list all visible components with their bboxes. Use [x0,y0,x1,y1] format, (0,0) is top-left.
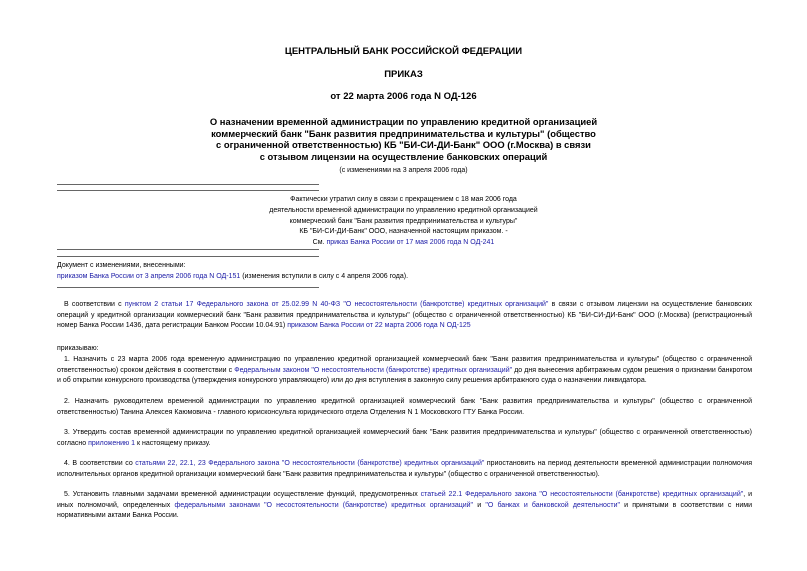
item-5-link-article[interactable]: статьей 22.1 Федерального закона "О несостоятельности (банкротстве) кредитных организаций" [420,491,744,498]
revision-note: (с изменениями на 3 апреля 2006 года) [339,167,468,174]
item-text: и [473,501,486,509]
divider [57,249,319,250]
changes-label: Документ с изменениями, внесенными: [57,262,186,269]
see-line [0,238,807,249]
title-line: с ограниченной ответственностью) КБ "БИ-СИ-ДИ-Банк" ООО (г.Москва) в связи [216,139,591,151]
divider [57,287,319,288]
preamble-text: в связи с отзывом лицензии на осуществление банковских операций у кредитной организации коммерческий банк "Банк развития предпринимательства и культуры" (общество с ограниченной ответственностью) КБ "БИ-СИ-ДИ-Банк" ООО (г.Москва) (регистрационный номер Банка России 1436, дата регистрации Банком России 10.04.91) [57,301,752,329]
item-text: 1. Назначить с 23 марта 2006 года временную администрацию по управлению кредитной организацией коммерческий банк "Банк развития предпринимательства и культуры" (общество с ограниченной ответственностью) сроком действия в соответствии с [57,356,752,374]
see-prefix: См. [312,239,327,247]
item-text: 3. Утвердить состав временной администрации по управлению кредитной организацией коммерческий банк "Банк развития предпринимательства и культуры" (общество с ограниченной ответственностью) согласно [57,429,752,447]
preamble-link-law[interactable]: пунктом 2 статьи 17 Федерального закона от 25.02.99 N 40-ФЗ "О несостоятельности (банкротстве) кредитных организаций" [124,301,549,308]
item-4-link[interactable]: статьями 22, 22.1, 23 Федерального закона "О несостоятельности (банкротстве) кредитных организаций" [135,460,485,467]
item-2: 2. Назначить руководителем временной администрации по управлению кредитной организацией коммерческий банк "Банк развития предпринимательства и культуры" (общество с ограниченной ответственностью) Танина Алексея Каюмовича - главного юрисконсульта юридического отдела Отделения N 1 Московского ГТУ Банка России. [57,398,752,416]
order-word: приказываю: [57,345,99,352]
org-name: ЦЕНТРАЛЬНЫЙ БАНК РОССИЙСКОЙ ФЕДЕРАЦИИ [284,46,523,57]
lost-force-line: КБ "БИ-СИ-ДИ-Банк" ООО, назначенной настоящим приказом. - [299,228,508,236]
changes-note [57,261,757,282]
see-link[interactable]: приказ Банка России от 17 мая 2006 года N ОД-241 [326,239,495,247]
item-text: приостановить на период деятельности временной администрации полномочия исполнительных органов кредитной организации коммерческий банк "Банк развития предпринимательства и культуры" (общество с ограниченной ответственностью). [57,460,752,478]
preamble [57,300,752,332]
item-text: к настоящему приказу. [135,439,211,447]
item-text: до дня вынесения арбитражным судом решения о признании банкротом и об открытии конкурсного производства (утверждения конкурсного управляющего) или до дня вступления в законную силу решения арбитражного суда о назначении ликвидатора. [57,366,753,384]
lost-force-note [0,195,807,249]
item-text: 5. Установить главными задачами временной администрации осуществление функций, предусмотренных [64,491,421,498]
lost-force-line: коммерческий банк "Банк развития предпринимательства и культуры" [289,217,518,225]
changes-line [57,272,757,283]
divider [57,184,319,185]
item-5 [57,490,752,522]
preamble-text: В соответствии с [64,301,125,308]
lost-force-line: Фактически утратил силу в связи с прекращением с 18 мая 2006 года [290,196,517,203]
title-line: коммерческий банк "Банк развития предпринимательства и культуры" (общество [211,127,596,139]
doc-title [0,116,807,162]
doc-date: от 22 марта 2006 года N ОД-126 [330,91,477,102]
item-text: 4. В соответствии со [64,460,136,467]
item-text: , и иных полномочий, определенных [57,491,752,509]
divider [57,190,319,191]
item-1-link[interactable]: Федеральным законом "О несостоятельности (банкротстве) кредитных организаций" [234,366,513,374]
item-text: и принятыми в соответствии с ними нормативными актами Банка России. [57,501,752,519]
doc-type: ПРИКАЗ [384,69,423,80]
preamble-link-order[interactable]: приказом Банка России от 22 марта 2006 года N ОД-125 [287,322,471,329]
item-5-link-laws[interactable]: федеральными законами "О несостоятельности (банкротстве) кредитных организаций" [174,501,474,509]
changes-link[interactable]: приказом Банка России от 3 апреля 2006 года N ОД-151 [57,272,241,280]
item-1 [57,355,752,387]
divider [57,256,319,257]
item-3 [57,428,752,449]
title-line: с отзывом лицензии на осуществление банковских операций [259,150,548,162]
item-4 [57,459,752,480]
item-5-link-banks[interactable]: "О банках и банковской деятельности" [485,501,620,509]
lost-force-line: деятельности временной администрации по управлению кредитной организацией [269,206,538,214]
item-3-link[interactable]: приложению 1 [88,439,136,447]
changes-suffix: (изменения вступили в силу с 4 апреля 2006 года). [240,272,409,280]
title-line: О назначении временной администрации по управлению кредитной организацией [209,116,598,127]
